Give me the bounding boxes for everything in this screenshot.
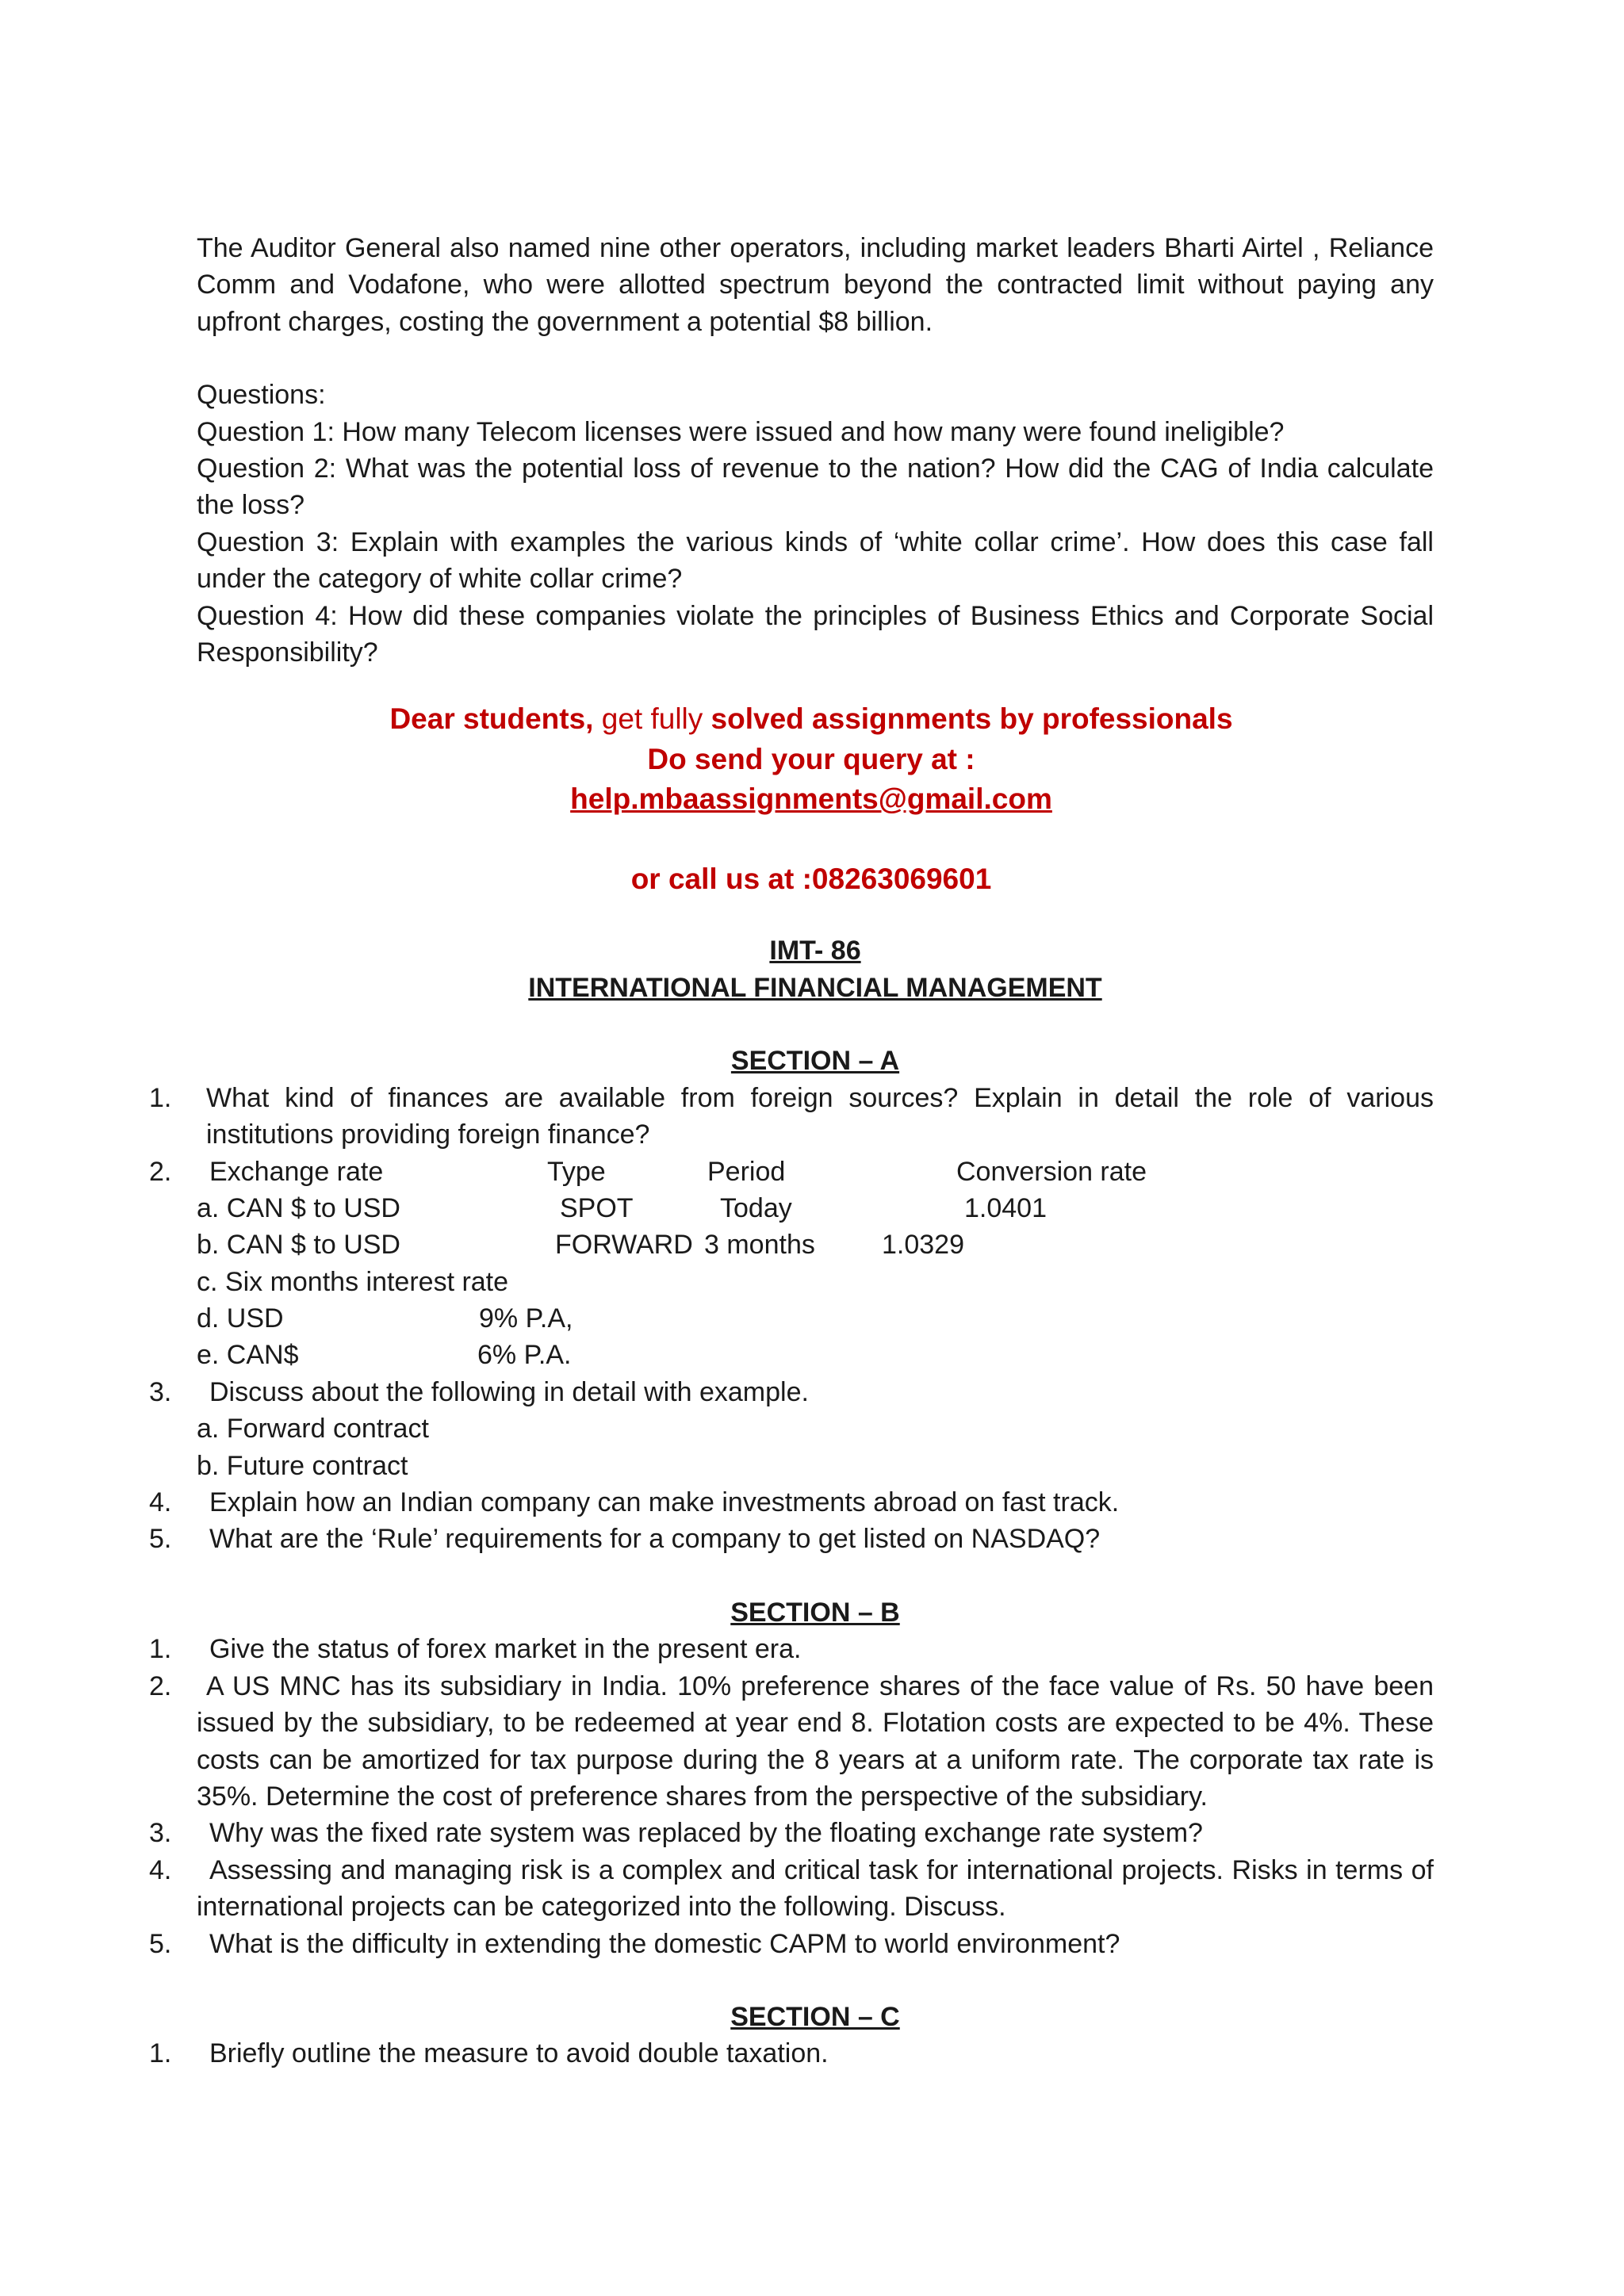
rate-line xyxy=(197,1264,1434,1300)
item-number: 1. xyxy=(149,1634,172,1665)
promo-line-1 xyxy=(189,699,1434,740)
item-text: What are the ‘Rule’ requirements for a company to get listed on NASDAQ? xyxy=(209,1524,1101,1555)
item-text: What kind of finances are available from foreign sources? Explain in detail the role of various institutions providing foreign finance? xyxy=(206,1082,1434,1150)
rate-line xyxy=(197,1300,1434,1337)
question-4: Question 4: How did these companies violate the principles of Business Ethics and Corporate Social Responsibility? xyxy=(197,600,1434,668)
promo-phone: or call us at :08263069601 xyxy=(630,862,992,895)
list-item xyxy=(149,1484,1434,1521)
promo-email-line xyxy=(189,779,1434,820)
table-cell: SPOT xyxy=(560,1192,634,1223)
question-3: Question 3: Explain with examples the various kinds of ‘white collar crime’. How does this case fall under the category of white collar crime? xyxy=(197,526,1434,595)
table-header: Conversion rate xyxy=(956,1156,1147,1187)
course-code: IMT- 86 xyxy=(769,936,861,966)
rate-line xyxy=(197,1337,1434,1373)
rate-value: 9% P.A, xyxy=(479,1303,573,1334)
table-cell: a. CAN $ to USD xyxy=(197,1192,400,1223)
item-number: 5. xyxy=(149,1928,172,1959)
table-cell: FORWARD xyxy=(555,1230,693,1261)
item-number: 5. xyxy=(149,1524,172,1555)
promo-query-text: Do send your query at : xyxy=(647,742,975,775)
rate-label: d. USD xyxy=(197,1303,284,1334)
table-cell: Today xyxy=(720,1192,792,1223)
questions-heading: Questions: xyxy=(197,380,326,411)
question-1: Question 1: How many Telecom licenses were issued and how many were found ineligible? xyxy=(197,416,1285,447)
item-text: Assessing and managing risk is a complex and critical task for international projects. Risks in terms of international projects can be categorized into the following. Discuss. xyxy=(197,1854,1434,1923)
promo-line-2 xyxy=(189,740,1434,780)
intro-paragraph: The Auditor General also named nine other operators, including market leaders Bharti Airtel , Reliance Comm and Vodafone, who were allotted spectrum beyond the contracted limit without paying any upfront charges, costing the government a potential $8 billion. xyxy=(197,233,1434,337)
list-item xyxy=(149,2035,1434,2072)
table-header: Period xyxy=(707,1156,786,1187)
list-item xyxy=(149,1926,1434,1962)
promo-connector: get fully xyxy=(593,702,711,736)
page-content xyxy=(149,230,1434,2072)
promo-offer: solved assignments by professionals xyxy=(710,702,1233,736)
item-number: 3. xyxy=(149,1818,172,1849)
item-number: 4. xyxy=(149,1854,172,1885)
table-row xyxy=(197,1226,1434,1263)
item-number: 2. xyxy=(149,1156,172,1187)
table-row xyxy=(197,1190,1434,1226)
list-item xyxy=(149,1521,1434,1557)
section-c-list xyxy=(149,2035,1434,2072)
sub-item: b. Future contract xyxy=(197,1450,408,1481)
section-c-heading: SECTION – C xyxy=(730,2001,900,2032)
item-text: Explain how an Indian company can make investments abroad on fast track. xyxy=(209,1487,1120,1518)
item-number: 4. xyxy=(149,1487,172,1518)
promo-call-line xyxy=(189,859,1434,900)
rate-label: e. CAN$ xyxy=(197,1340,299,1371)
course-title: INTERNATIONAL FINANCIAL MANAGEMENT xyxy=(528,972,1102,1003)
item-number: 2. xyxy=(149,1670,172,1701)
list-item xyxy=(149,1815,1434,1851)
promo-greeting: Dear students, xyxy=(389,702,594,736)
section-b-list xyxy=(149,1631,1434,1962)
question-2: Question 2: What was the potential loss of revenue to the nation? How did the CAG of India calculate the loss? xyxy=(197,453,1434,521)
section-a-heading: SECTION – A xyxy=(730,1046,900,1077)
list-item xyxy=(149,1668,1434,1816)
table-cell: b. CAN $ to USD xyxy=(197,1230,400,1261)
table-cell: 1.0329 xyxy=(882,1230,964,1261)
promo-block xyxy=(189,699,1434,899)
list-item xyxy=(149,1080,1434,1154)
section-b-heading: SECTION – B xyxy=(730,1597,900,1628)
item-number: 3. xyxy=(149,1376,172,1407)
table-cell: 1.0401 xyxy=(964,1192,1047,1223)
item-number: 1. xyxy=(149,1082,172,1113)
list-item xyxy=(149,1631,1434,1667)
table-header: Exchange rate xyxy=(209,1156,384,1187)
section-a-list xyxy=(149,1080,1434,1558)
item-text: Give the status of forex market in the present era. xyxy=(209,1634,802,1665)
sub-item: a. Forward contract xyxy=(197,1414,429,1445)
list-item xyxy=(149,1374,1434,1484)
table-header: Type xyxy=(547,1156,606,1187)
item-text: Why was the fixed rate system was replaced by the floating exchange rate system? xyxy=(209,1818,1203,1849)
item-text: A US MNC has its subsidiary in India. 10% preference shares of the face value of Rs. 50 have been issued by the subsidiary, to be redeemed at year end 8. Flotation costs are expected to be 4%. These costs can be amortized for tax purpose during the 8 years at a uniform rate. The corporate tax rate is 35%. Determine the cost of preference shares from the perspective of the subsidiary. xyxy=(197,1670,1434,1812)
item-text: What is the difficulty in extending the domestic CAPM to world environment? xyxy=(209,1928,1120,1959)
rate-label: c. Six months interest rate xyxy=(197,1266,509,1297)
rate-table-header xyxy=(197,1154,1434,1190)
item-number: 1. xyxy=(149,2038,172,2069)
item-text: Discuss about the following in detail with example. xyxy=(209,1376,809,1407)
email-link[interactable]: help.mbaassignments@gmail.com xyxy=(570,783,1052,816)
rate-value: 6% P.A. xyxy=(477,1340,572,1371)
list-item xyxy=(149,1852,1434,1926)
item-text: Briefly outline the measure to avoid double taxation. xyxy=(209,2038,829,2069)
list-item xyxy=(149,1154,1434,1374)
table-cell: 3 months xyxy=(704,1230,815,1261)
